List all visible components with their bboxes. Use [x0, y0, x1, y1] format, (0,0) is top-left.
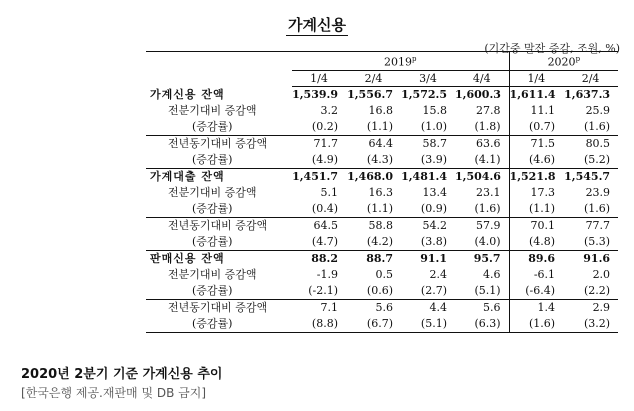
cell-value: (3.9) [420, 153, 447, 167]
caption: 2020년 2분기 기준 가계신용 추이 [21, 367, 223, 382]
year-header [292, 52, 509, 71]
section-value: 1,572.5 [401, 88, 447, 102]
table-row [146, 135, 618, 152]
section-value: 88.7 [346, 250, 401, 267]
row-label: 전분기대비 증감액 [168, 104, 257, 118]
credit-line: [한국은행 제공.재판매 및 DB 금지] [21, 386, 207, 400]
table-row [146, 267, 618, 283]
cell-value: (-2.1) [308, 284, 338, 298]
row-label: (증감률) [192, 202, 233, 216]
cell-value: 64.4 [346, 135, 401, 152]
cell-value: 17.3 [509, 185, 563, 201]
cell-value: (5.1) [401, 316, 455, 333]
year-label: 2020 [547, 55, 576, 69]
cell-value: 1.4 [509, 299, 563, 316]
table-row [146, 103, 618, 119]
row-label: (증감률) [192, 153, 233, 167]
quarter-header: 3/4 [401, 70, 455, 86]
cell-value: 70.1 [509, 217, 563, 234]
row-label: 전분기대비 증감액 [168, 186, 257, 200]
quarter-header: 4/4 [455, 70, 509, 86]
cell-value: 27.8 [476, 104, 501, 118]
table-row [146, 283, 618, 300]
cell-value: 64.5 [292, 217, 346, 234]
year-label: 2019 [384, 55, 413, 69]
row-label: (증감률) [192, 120, 233, 134]
cell-value: 11.1 [509, 103, 563, 119]
quarter-header: 1/4 [292, 70, 346, 86]
cell-value: (1.8) [474, 120, 501, 134]
row-label: 전년동기대비 증감액 [146, 299, 292, 316]
cell-value: (1.6) [583, 120, 611, 134]
cell-value: 16.3 [368, 186, 393, 200]
cell-value: (4.7) [311, 235, 338, 249]
cell-value: 3.2 [320, 104, 338, 118]
row-label: 전년동기대비 증감액 [146, 135, 292, 152]
cell-value: 58.8 [346, 217, 401, 234]
table-row [146, 185, 618, 201]
section-value: 1,611.4 [509, 86, 563, 103]
cell-value: (5.3) [583, 235, 611, 249]
cell-value: 58.7 [401, 135, 455, 152]
cell-value: 63.6 [455, 135, 509, 152]
cell-value: 25.9 [585, 104, 611, 118]
cell-value: (4.3) [366, 153, 393, 167]
row-label: (증감률) [192, 235, 233, 249]
year-sup: p [575, 55, 581, 63]
section-value: 91.6 [563, 250, 618, 267]
year-header [509, 52, 618, 71]
table-row [146, 299, 618, 316]
cell-value: 5.6 [346, 299, 401, 316]
cell-value: 5.6 [455, 299, 509, 316]
cell-value: 13.4 [422, 186, 447, 200]
cell-value: 4.6 [483, 268, 501, 282]
cell-value: (4.6) [509, 152, 563, 169]
cell-value: 5.1 [320, 186, 338, 200]
cell-value: (6.7) [346, 316, 401, 333]
cell-value: 7.1 [292, 299, 346, 316]
cell-value: (5.1) [474, 284, 501, 298]
cell-value: 77.7 [563, 217, 618, 234]
section-row [146, 250, 618, 267]
section-value: 1,637.3 [564, 88, 611, 102]
cell-value: (8.8) [292, 316, 346, 333]
row-label: 전분기대비 증감액 [168, 268, 257, 282]
section-value: 89.6 [509, 250, 563, 267]
cell-value: (5.2) [583, 153, 611, 167]
cell-value: 71.7 [292, 135, 346, 152]
corner-cell [146, 52, 292, 87]
cell-value: 71.5 [509, 135, 563, 152]
cell-value: (1.1) [509, 201, 563, 218]
cell-value: 0.5 [375, 268, 393, 282]
cell-value: (1.1) [366, 120, 393, 134]
cell-value: (0.4) [311, 202, 338, 216]
table-row [146, 217, 618, 234]
cell-value: 15.8 [422, 104, 447, 118]
table-row [146, 316, 618, 333]
cell-value: 4.4 [401, 299, 455, 316]
cell-value: (1.6) [509, 316, 563, 333]
cell-value: (4.0) [474, 235, 501, 249]
section-value: 1,481.4 [401, 168, 455, 185]
year-header-row [146, 52, 618, 71]
unit-note: (기간중 말잔 증감, 조원, %) [484, 42, 620, 55]
table-title: 가계신용 [288, 16, 346, 34]
row-label: (증감률) [192, 284, 233, 298]
cell-value: 23.1 [476, 186, 501, 200]
section-value: 1,451.7 [292, 168, 346, 185]
section-value: 1,600.3 [455, 88, 501, 102]
section-label: 판매신용 잔액 [146, 250, 292, 267]
quarter-header: 2/4 [563, 70, 618, 86]
section-value: 95.7 [455, 250, 509, 267]
cell-value: (2.2) [583, 284, 611, 298]
cell-value: (4.1) [474, 153, 501, 167]
section-value: 1,556.7 [347, 88, 393, 102]
section-value: 1,545.7 [563, 168, 618, 185]
table-row [146, 119, 618, 136]
section-value: 1,539.9 [292, 88, 338, 102]
cell-value: (1.6) [583, 202, 611, 216]
cell-value: (1.6) [474, 202, 501, 216]
cell-value: (3.8) [420, 235, 447, 249]
cell-value: (0.7) [509, 119, 563, 136]
section-value: 91.1 [401, 250, 455, 267]
cell-value: (1.0) [420, 120, 447, 134]
section-value: 1,504.6 [455, 168, 509, 185]
table-row [146, 234, 618, 251]
cell-value: (0.6) [366, 284, 393, 298]
section-row [146, 168, 618, 185]
cell-value: (1.1) [366, 202, 393, 216]
table-row [146, 201, 618, 218]
section-value: 88.2 [292, 250, 346, 267]
row-label: (증감률) [146, 316, 292, 333]
cell-value: (4.2) [366, 235, 393, 249]
cell-value: 2.4 [429, 268, 447, 282]
section-row [146, 86, 618, 103]
cell-value: 23.9 [585, 186, 611, 200]
row-label: 전년동기대비 증감액 [146, 217, 292, 234]
section-value: 1,468.0 [346, 168, 401, 185]
cell-value: 16.8 [368, 104, 393, 118]
cell-value: (4.8) [509, 234, 563, 251]
cell-value: -6.1 [509, 267, 563, 283]
cell-value: (3.2) [563, 316, 618, 333]
quarter-header: 2/4 [346, 70, 401, 86]
section-label: 가계신용 잔액 [150, 87, 225, 101]
year-sup: p [412, 55, 417, 63]
cell-value: -1.9 [316, 268, 338, 282]
cell-value: (2.7) [420, 284, 447, 298]
cell-value: (0.2) [311, 120, 338, 134]
cell-value: 54.2 [401, 217, 455, 234]
cell-value: (6.3) [455, 316, 509, 333]
cell-value: (-6.4) [509, 283, 563, 300]
cell-value: 80.5 [563, 135, 618, 152]
quarter-header: 1/4 [509, 70, 563, 86]
section-value: 1,521.8 [509, 168, 563, 185]
cell-value: (0.9) [420, 202, 447, 216]
cell-value: 2.0 [592, 268, 611, 282]
credit-table [146, 51, 618, 333]
cell-value: 57.9 [455, 217, 509, 234]
table-row [146, 152, 618, 169]
cell-value: (4.9) [311, 153, 338, 167]
cell-value: 2.9 [563, 299, 618, 316]
section-label: 가계대출 잔액 [146, 168, 292, 185]
